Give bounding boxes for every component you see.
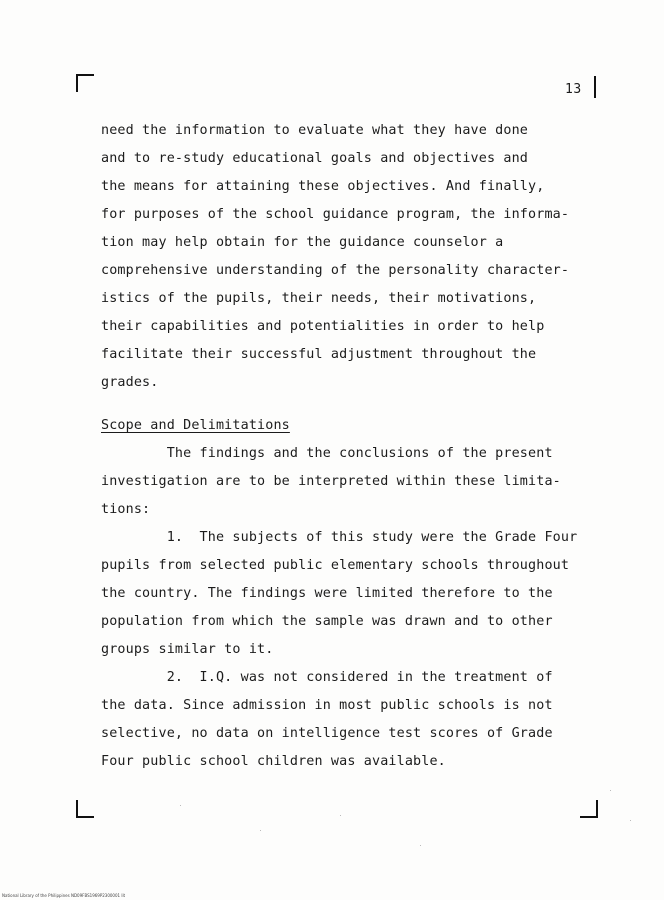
crop-mark-bottom-right	[580, 800, 598, 818]
scan-speckle	[260, 830, 261, 831]
text-line: their capabilities and potentialities in order to help	[101, 319, 545, 334]
crop-mark-top-left	[76, 74, 94, 92]
text-line: 1. The subjects of this study were the Grade Four	[101, 530, 578, 545]
text-line: grades.	[101, 375, 159, 390]
text-line: the data. Since admission in most public schools is not	[101, 698, 553, 713]
text-line: comprehensive understanding of the personality character-	[101, 263, 570, 278]
text-line: 2. I.Q. was not considered in the treatment of	[101, 670, 553, 685]
text-line: pupils from selected public elementary schools throughout	[101, 558, 570, 573]
text-line: tion may help obtain for the guidance counselor a	[101, 235, 504, 250]
text-line: population from which the sample was drawn and to other	[101, 614, 553, 629]
text-line: the country. The findings were limited therefore to the	[101, 586, 553, 601]
scan-speckle	[630, 820, 631, 821]
page-number: 13	[565, 82, 582, 97]
text-line: for purposes of the school guidance program, the informa-	[101, 207, 570, 222]
text-line: need the information to evaluate what they have done	[101, 123, 529, 138]
scan-speckle	[340, 815, 341, 816]
text-line: istics of the pupils, their needs, their motivations,	[101, 291, 537, 306]
text-line: investigation are to be interpreted within these limita-	[101, 474, 561, 489]
text-line: tions:	[101, 502, 151, 517]
crop-mark-top-right	[584, 76, 596, 98]
text-line: and to re-study educational goals and objectives and	[101, 151, 529, 166]
scan-speckle	[610, 790, 611, 791]
archive-footer: National Library of the Philippines ND09FBS1969P2300001 lit	[2, 893, 126, 898]
scan-speckle	[180, 805, 181, 806]
section-heading: Scope and Delimitations	[101, 418, 290, 433]
text-line: selective, no data on intelligence test scores of Grade	[101, 726, 553, 741]
crop-mark-bottom-left	[76, 800, 94, 818]
text-line: groups similar to it.	[101, 642, 274, 657]
text-line: the means for attaining these objectives. And finally,	[101, 179, 545, 194]
scan-speckle	[420, 845, 421, 846]
text-line: Four public school children was available.	[101, 754, 446, 769]
text-line: The findings and the conclusions of the present	[101, 446, 553, 461]
text-line: facilitate their successful adjustment throughout the	[101, 347, 537, 362]
